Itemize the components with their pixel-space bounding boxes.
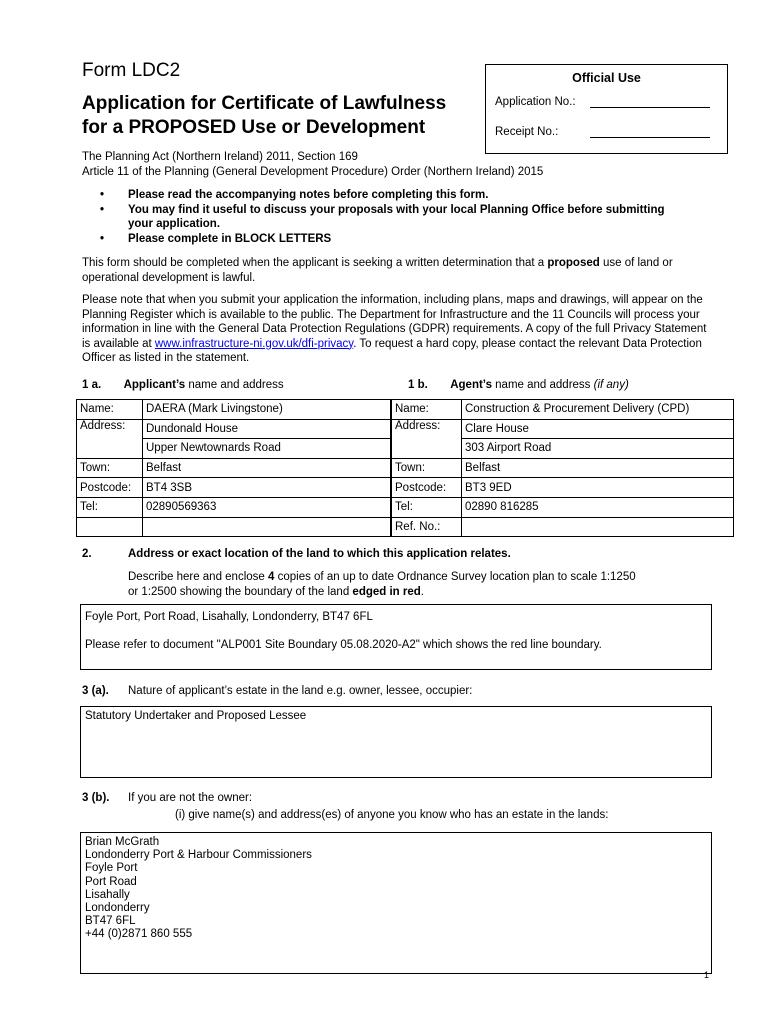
receipt-no-field[interactable] — [590, 137, 710, 138]
applicant-postcode-label: Postcode: — [77, 478, 143, 498]
land-location-line-2: Please refer to document "ALP001 Site Boundary 05.08.2020-A2" which shows the red line boundary. — [85, 639, 602, 651]
applicant-tel-label: Tel: — [77, 497, 143, 517]
applicant-town-field[interactable]: Belfast — [143, 458, 391, 478]
section-3b-sub-label: (i) give name(s) and address(es) of anyone you know who has an estate in the lands: — [175, 809, 609, 821]
agent-town-label: Town: — [392, 458, 462, 478]
agent-name-label: Name: — [392, 400, 462, 420]
estate-holder-line: Foyle Port — [85, 862, 138, 875]
estate-holder-line: Port Road — [85, 875, 137, 888]
applicant-name-field[interactable]: DAERA (Mark Livingstone) — [143, 400, 391, 420]
applicant-address-line-2-field[interactable]: Upper Newtownards Road — [143, 439, 391, 459]
section-1b-heading: 1 b. Agent’s name and address (if any) — [408, 379, 629, 391]
agent-town-field[interactable]: Belfast — [462, 458, 734, 478]
privacy-paragraph: Please note that when you submit your application the information, including plans, maps and drawings, will appear on the Planning Register which is available to the public. The Department for Infrastructure and the 11 Councils will process your information in line with the General Data Protection Regulations (GDPR) requirements. A copy of the full Privacy Statement is available at www.infrastructure-ni.gov.uk/dfi-privacy. To request a hard copy, please contact the relevant Data Protection Officer as listed in the statement. — [82, 294, 707, 364]
estate-holders-value — [85, 836, 312, 942]
estate-holder-line: +44 (0)2871 860 555 — [85, 928, 193, 941]
estate-holder-line: Londonderry Port & Harbour Commissioners — [85, 849, 312, 862]
section-3b-label: If you are not the owner: — [128, 792, 253, 804]
agent-tel-field[interactable]: 02890 816285 — [462, 497, 734, 517]
applicant-extra-field[interactable] — [143, 517, 391, 537]
applicant-address-label: Address: — [77, 419, 143, 458]
instructions-list — [100, 188, 690, 246]
form-title-line-2: for a PROPOSED Use or Development — [82, 117, 426, 138]
section-3b-heading: 3 (b). — [82, 792, 110, 804]
privacy-statement-link[interactable]: www.infrastructure-ni.gov.uk/dfi-privacy — [154, 337, 354, 350]
intro-paragraph-1: This form should be completed when the applicant is seeking a written determination that a proposed use of land or operational development is lawful. — [82, 257, 673, 284]
agent-details-table — [391, 399, 734, 537]
section-3a-label: Nature of applicant’s estate in the land e.g. owner, lessee, occupier: — [128, 685, 473, 697]
instruction-item: • Please read the accompanying notes before completing this form. — [100, 189, 489, 201]
estate-holder-line: BT47 6FL — [85, 915, 136, 928]
estate-holders-field[interactable] — [80, 832, 712, 974]
official-use-heading: Official Use — [572, 71, 641, 85]
applicant-estate-value: Statutory Undertaker and Proposed Lessee — [85, 710, 307, 722]
applicant-name-label: Name: — [77, 400, 143, 420]
agent-ref-field[interactable] — [462, 517, 734, 537]
applicant-details-table — [76, 399, 391, 537]
instruction-item: • Please complete in BLOCK LETTERS — [100, 232, 332, 245]
page-number: 1 — [704, 970, 710, 980]
applicant-address-line-1-field[interactable]: Dundonald House — [143, 419, 391, 439]
agent-postcode-label: Postcode: — [392, 478, 462, 498]
instruction-item: • You may find it useful to discuss your proposals with your local Planning Office before submitting your application. — [100, 203, 665, 230]
applicant-tel-field[interactable]: 02890569363 — [143, 497, 391, 517]
form-title-line-1: Application for Certificate of Lawfulness — [82, 93, 447, 114]
agent-tel-label: Tel: — [392, 497, 462, 517]
legislation-references — [82, 150, 543, 179]
section-1a-heading: 1 a. Applicant’s name and address — [82, 379, 284, 391]
form-code: Form LDC2 — [82, 60, 181, 81]
official-use-box — [485, 64, 728, 154]
land-location-field[interactable] — [80, 604, 712, 670]
section-2-title: Address or exact location of the land to which this application relates. — [128, 548, 511, 560]
application-no-label: Application No.: — [495, 96, 576, 108]
legislation-line-1: The Planning Act (Northern Ireland) 2011, Section 169 — [82, 151, 358, 163]
land-location-line-1: Foyle Port, Port Road, Lisahally, Londonderry, BT47 6FL — [85, 611, 373, 623]
receipt-no-label: Receipt No.: — [495, 126, 559, 138]
applicant-postcode-field[interactable]: BT4 3SB — [143, 478, 391, 498]
section-3a-heading: 3 (a). — [82, 685, 109, 697]
form-title — [82, 92, 446, 140]
estate-holder-line: Londonderry — [85, 902, 150, 915]
applicant-estate-field[interactable] — [80, 706, 712, 778]
section-2-heading: 2. — [82, 548, 92, 560]
legislation-line-2: Article 11 of the Planning (General Development Procedure) Order (Northern Ireland) 2015 — [82, 165, 544, 178]
estate-holder-line: Brian McGrath — [85, 836, 160, 848]
agent-postcode-field[interactable]: BT3 9ED — [462, 478, 734, 498]
estate-holder-line: Lisahally — [85, 888, 130, 901]
section-2-description: Describe here and enclose 4 copies of an up to date Ordnance Survey location plan to scale 1:1250 or 1:2500 showing the boundary of the land edged in red. — [128, 571, 636, 598]
application-no-field[interactable] — [590, 107, 710, 108]
agent-address-line-1-field[interactable]: Clare House — [462, 419, 734, 439]
agent-ref-label: Ref. No.: — [392, 517, 462, 537]
applicant-blank-cell — [77, 517, 143, 537]
agent-address-label: Address: — [392, 419, 462, 458]
agent-address-line-2-field[interactable]: 303 Airport Road — [462, 439, 734, 459]
agent-name-field[interactable]: Construction & Procurement Delivery (CPD) — [462, 400, 734, 420]
applicant-town-label: Town: — [77, 458, 143, 478]
